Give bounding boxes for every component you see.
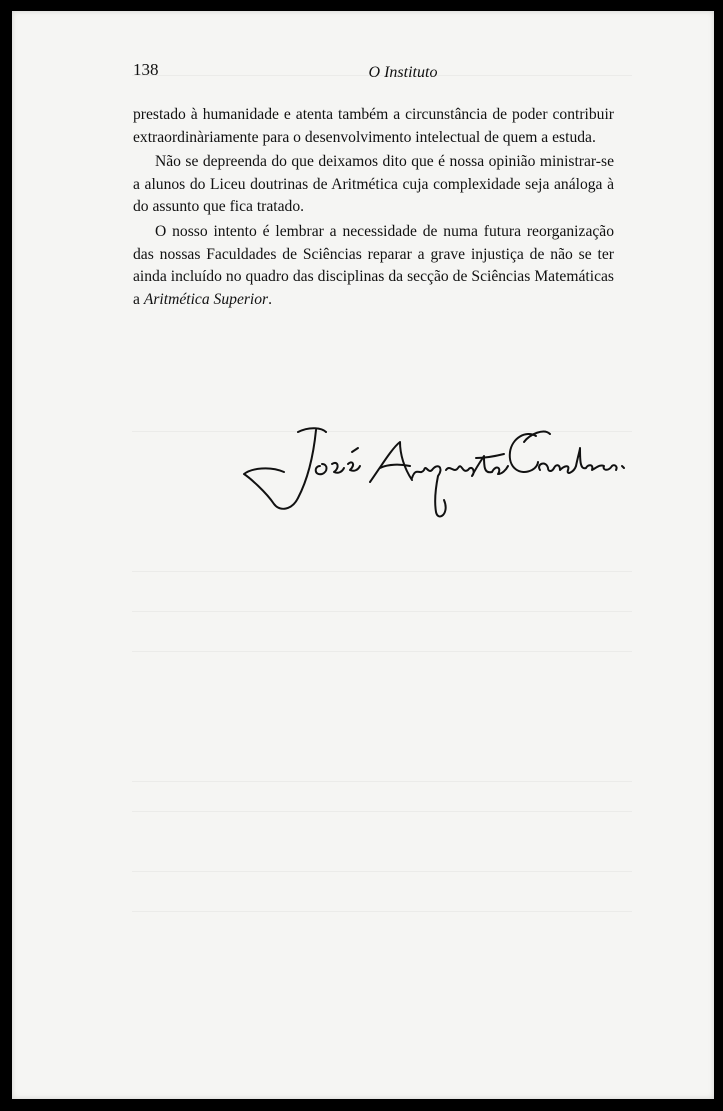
bleed-through-line	[132, 811, 632, 812]
paragraph-3-text: O nosso intento é lembrar a necessidade de numa futura reorganização das nossas Faculdades de Sciências reparar a grave injustiça de não se ter ainda incluído no quadro das disciplinas da secção de Sciências Matemáticas a	[133, 222, 614, 308]
page-number: 138	[133, 60, 159, 79]
bleed-through-line	[132, 911, 632, 912]
bleed-through-line	[132, 781, 632, 782]
paragraph-3-end: .	[268, 290, 273, 308]
page-header	[133, 60, 613, 90]
signature-drawing	[240, 420, 630, 530]
bleed-through-line	[132, 571, 632, 572]
paragraph-3-italic: Aritmética Superior	[143, 290, 269, 308]
body-text	[133, 104, 614, 311]
paragraph-1: prestado à humanidade e atenta também a circunstância de poder contribuir extraordinàriamente para o desenvolvimento intelectual de quem a estuda.	[133, 106, 614, 146]
handwritten-signature	[240, 420, 630, 530]
paragraph-2: Não se depreenda do que deixamos dito que é nossa opinião ministrar-se a alunos do Liceu doutrinas de Aritmética cuja complexidade seja análoga à do assunto que fica tratado.	[133, 153, 614, 216]
running-title: O Instituto	[368, 64, 438, 81]
bleed-through-line	[132, 651, 632, 652]
paragraph-3	[133, 221, 614, 311]
bleed-through-line	[132, 611, 632, 612]
bleed-through-line	[132, 871, 632, 872]
